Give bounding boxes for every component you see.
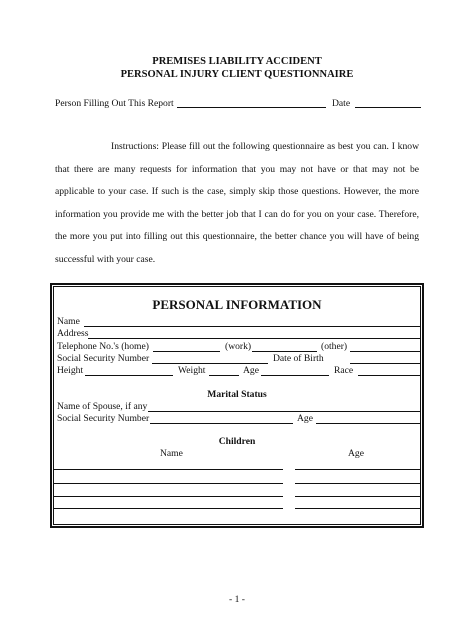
child-name-field[interactable]	[54, 496, 283, 497]
spouse-ssn-label: Social Security Number	[57, 413, 150, 424]
telephone-home-field[interactable]	[153, 351, 220, 352]
children-age-column: Age	[348, 448, 364, 459]
telephone-other-field[interactable]	[350, 351, 420, 352]
marital-status-heading: Marital Status	[207, 389, 267, 400]
telephone-other-label: (other)	[321, 341, 348, 352]
name-label: Name	[57, 316, 80, 327]
address-label: Address	[57, 328, 89, 339]
person-filling-label: Person Filling Out This Report	[55, 98, 174, 109]
telephone-work-field[interactable]	[252, 351, 317, 352]
spouse-age-label: Age	[297, 413, 313, 424]
address-field[interactable]	[88, 338, 420, 339]
child-name-field[interactable]	[54, 483, 283, 484]
child-name-field[interactable]	[54, 508, 283, 509]
spouse-age-field[interactable]	[316, 423, 420, 424]
child-age-field[interactable]	[295, 496, 420, 497]
race-field[interactable]	[358, 375, 420, 376]
age-label: Age	[243, 365, 259, 376]
ssn-field[interactable]	[152, 363, 268, 364]
children-name-column: Name	[160, 448, 183, 459]
dob-label: Date of Birth	[273, 353, 324, 364]
report-date-label: Date	[332, 98, 351, 109]
weight-label: Weight	[178, 365, 206, 376]
height-label: Height	[57, 365, 84, 376]
telephone-home-label: Telephone No.'s (home)	[57, 341, 149, 352]
ssn-label: Social Security Number	[57, 353, 150, 364]
children-heading: Children	[218, 436, 256, 447]
telephone-work-label: (work)	[225, 341, 252, 352]
name-field[interactable]	[84, 326, 420, 327]
form-title-line1: PREMISES LIABILITY ACCIDENT	[152, 56, 322, 67]
height-field[interactable]	[85, 375, 173, 376]
child-age-field[interactable]	[295, 483, 420, 484]
child-name-field[interactable]	[54, 469, 283, 470]
instructions-paragraph: Instructions: Please fill out the following questionnaire as best you can. I know that there are many requests for information that you may not have or that may not be applicable to your case. If such is the case, simply skip those questions. However, the more information you provide me with the better job that I can do for you on your case. Therefore, the more you put into filling out this questionnaire, the better chance you will have of being successful with your case.	[55, 141, 419, 265]
child-age-field[interactable]	[295, 469, 420, 470]
spouse-name-field[interactable]	[148, 411, 420, 412]
spouse-name-label: Name of Spouse, if any	[57, 401, 148, 412]
race-label: Race	[334, 365, 354, 376]
child-age-field[interactable]	[295, 508, 420, 509]
person-filling-field[interactable]	[177, 107, 326, 108]
personal-info-heading: PERSONAL INFORMATION	[152, 297, 322, 312]
weight-field[interactable]	[209, 375, 239, 376]
dob-field[interactable]	[350, 363, 420, 364]
page-number: - 1 -	[229, 594, 245, 605]
report-date-field[interactable]	[355, 107, 421, 108]
age-field[interactable]	[261, 375, 329, 376]
form-title-line2: PERSONAL INJURY CLIENT QUESTIONNAIRE	[120, 69, 354, 80]
spouse-ssn-field[interactable]	[150, 423, 293, 424]
